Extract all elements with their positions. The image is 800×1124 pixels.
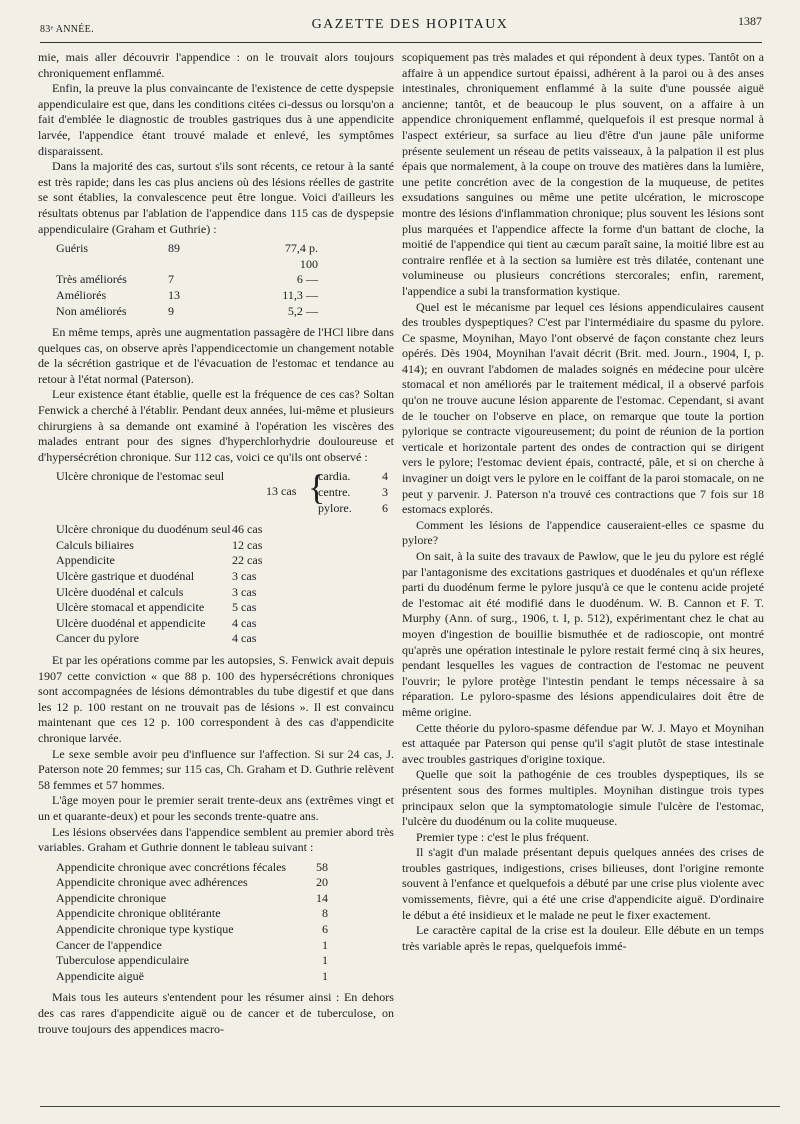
lesion-label: Appendicite aiguë: [56, 968, 144, 983]
results-percent: 11,3 —: [282, 287, 318, 302]
paragraph: Et par les opérations comme par les autopsies, S. Fenwick avait depuis 1907 cette conviction « que 88 p. 100 des hypersécrétions chroniques sont accompagnées de lésions démontrables du tube digestif et que dans les 12 p. 100 restant on ne trouvait pas de lésions ». Il est convaincu maintenant que ces 12 p. 100 correspondent à des cas d'appendicite chronique larvée.: [38, 652, 394, 745]
lesion-label: Cancer de l'appendice: [56, 937, 162, 952]
lesion-count: 6: [321, 922, 328, 937]
case-count: 3 cas: [232, 584, 257, 599]
lesion-count: 8: [321, 906, 328, 921]
results-label: Guéris: [56, 241, 89, 256]
cases-list: [56, 522, 394, 647]
case-row: [56, 600, 394, 616]
case-label: Ulcère duodénal et calculs: [56, 584, 184, 599]
lesion-count: 1: [321, 937, 328, 952]
ulcer-part-count: 4: [382, 469, 389, 484]
paragraph: scopiquement pas très malades et qui répondent à deux types. Tantôt on a affaire à un appendice surtout épaissi, adhérent à la paroi ou à des anses intestinales, chroniquement enflammé à la suite d'une poussée aiguë ancienne; tantôt, et de beaucoup le plus souvent, on a affaire à un appendice chroniquement enflammé, quelquefois il est presque normal à l'aspect extérieur, sa surface au lieu d'être d'un jaune pâle uniforme présente seulement un réseau de petits vaisseaux, à la palpation il est plus épais que normalement, à la coupe on trouve des matières dans la lumière, une petite concrétion avec de la congestion de la muqueuse, de petites exsudations sanguines ou même une petite ulcération, le microscope montre des lésions d'inflammation chronique; plus souvent les lésions sont plus marquées et l'appendice affecte la forme d'un battant de cloche, la moitié de l'appendice qui tient au cæcum paraît saine, la moitié libre est au contraire renflée et à la section sa lumière est très dilatée, contenant une volumineuse ou plusieurs concrétions stercorales; enfin, rarement, l'appendice a subi la transformation kystique.: [402, 50, 764, 298]
paragraph: En même temps, après une augmentation passagère de l'HCl libre dans quelques cas, on observe après l'appendicectomie un changement notable de la sécrétion gastrique et de l'évacuation de l'estomac et tendance au retour à l'état normal (Paterson).: [38, 325, 394, 386]
header-rule: [40, 42, 762, 43]
results-percent: 77,4 p. 100: [284, 241, 318, 271]
ulcer-breakdown: [56, 469, 394, 516]
case-row: [56, 585, 394, 601]
ulcer-label: Ulcère chronique de l'estomac seul: [56, 469, 225, 484]
paragraph: Quelle que soit la pathogénie de ces troubles dyspeptiques, ils se présentent sous des formes multiples. Moynihan distingue trois types principaux selon que la symptomatologie simule l'ulcère de l'estomac, l'ulcère du duodénum ou la colite muqueuse.: [402, 767, 764, 829]
case-count: 22 cas: [232, 553, 263, 568]
case-label: Appendicite: [56, 553, 115, 568]
results-count: 9: [168, 303, 175, 318]
lesion-row: [56, 891, 394, 907]
paragraph: Leur existence étant établie, quelle est la fréquence de ces cas? Soltan Fenwick a cherché à l'établir. Pendant deux années, lui-même et plusieurs chirurgiens à sa demande ont examiné à l'opération les viscères des malades entrant pour des signes d'hyperchlorhydrie douloureuse et d'hypersécrétion chronique. Sur 112 cas, voici ce qu'ils ont observé :: [38, 387, 394, 464]
paragraph: Le sexe semble avoir peu d'influence sur l'affection. Si sur 24 cas, J. Paterson note 20 femmes; sur 115 cas, Ch. Graham et D. Guthrie relèvent 58 femmes et 57 hommes.: [38, 746, 394, 792]
case-count: 12 cas: [232, 537, 263, 552]
ulcer-part-row: [318, 501, 388, 517]
ulcer-parts: [318, 469, 388, 516]
lesion-row: [56, 953, 394, 969]
paragraph: Comment les lésions de l'appendice causeraient-elles ce spasme du pylore?: [402, 517, 764, 548]
lesion-row: [56, 860, 394, 876]
case-row: [56, 616, 394, 632]
paragraph: L'âge moyen pour le premier serait trente-deux ans (extrêmes vingt et un et quarante-deux) et pour les seconds trente-quatre ans.: [38, 793, 394, 823]
paragraph: Cette théorie du pyloro-spasme défendue par W. J. Mayo et Moynihan est attaquée par Paterson qui pense qu'il s'agit plutôt de stase intestinale avec troubles gastriques d'origine toxique.: [402, 720, 764, 766]
case-label: Ulcère gastrique et duodénal: [56, 569, 195, 583]
results-label: Améliorés: [56, 287, 107, 302]
results-percent: 5,2 —: [287, 303, 318, 318]
results-count: 13: [168, 287, 181, 302]
page-header: [40, 14, 780, 40]
paragraph: Le caractère capital de la crise est la douleur. Elle débute en un temps très variable après le repas, quelquefois immé-: [402, 923, 764, 953]
paragraph: Quel est le mécanisme par lequel ces lésions appendiculaires causent des troubles dyspeptiques? C'est par l'intermédiaire du spasme du pylore. Ce spasme, Moynihan, Mayo l'ont observé de façon constante chez leurs opérés. Dès 1904, Moynihan l'avait décrit (Brit. med. Journ., 1904, I, p. 414); en ouvrant l'abdomen de malades soignés en médecine pour ulcère stomacal et non améliorés par le traitement médical, il a observé parfois qu'on ne trouve aucune lésion apparente de l'estomac. Cependant, si avant de le toucher on l'observe en place, on remarque que toute la portion pylorique se contracte vigoureusement; du point de réunion de la portion verticale et horizontale partent des ondes de contraction qui se dirigent vers le pylore; l'estomac devient épais, contracté, pâle, et si on cherche à invaginer un doigt vers le pylore en le coiffant de la paroi stomacale, on ne peut y parvenir. J. Paterson n'a trouvé ces contractions que 7 fois sur 18 estomacs explorés.: [402, 299, 764, 517]
results-label: Très améliorés: [56, 272, 127, 287]
bottom-rule: [40, 1106, 780, 1107]
results-count: 7: [168, 272, 175, 287]
paragraph: Mais tous les auteurs s'entendent pour les résumer ainsi : En dehors des cas rares d'appendicite aiguë ou de cancer et de tuberculose, on trouve toujours des appendices macro-: [38, 990, 394, 1036]
ulcer-count: 13 cas: [266, 484, 297, 499]
lesion-row: [56, 906, 394, 922]
case-count: 4 cas: [232, 631, 257, 646]
volume-label: 83ᵉ ANNÉE.: [40, 24, 94, 35]
case-label: Calculs biliaires: [56, 537, 134, 552]
results-row: [56, 288, 394, 304]
case-count: 5 cas: [232, 600, 257, 615]
case-row: [56, 553, 394, 569]
brace-glyph: {: [308, 467, 326, 508]
ulcer-part-label: pylore.: [318, 500, 352, 515]
ulcer-part-row: [318, 485, 388, 501]
paragraph: Dans la majorité des cas, surtout s'ils sont récents, ce retour à la santé est très rapide; dans les cas plus anciens où des lésions réelles de gastrite se sont établies, la convalescence peut être longue. Voici d'ailleurs les résultats obtenus par l'ablation de l'appendice dans 115 cas de dyspepsie appendiculaire (Graham et Guthrie) :: [38, 159, 394, 236]
paragraph: Premier type : c'est le plus fréquent.: [416, 829, 590, 844]
case-count: 46 cas: [232, 522, 263, 537]
case-row: [56, 538, 394, 554]
lesion-row: [56, 875, 394, 891]
lesion-label: Appendicite chronique avec concrétions fécales: [56, 859, 287, 874]
results-table: [56, 241, 394, 319]
case-label: Ulcère duodénal et appendicite: [56, 615, 206, 630]
lesion-label: Tuberculose appendiculaire: [56, 953, 190, 968]
paragraph: mie, mais aller découvrir l'appendice : on le trouvait alors toujours chroniquement enflammé.: [38, 50, 394, 80]
ulcer-part-row: [318, 469, 388, 485]
page-number: 1387: [738, 14, 762, 28]
case-label: Cancer du pylore: [56, 631, 139, 646]
lesion-row: [56, 922, 394, 938]
lesion-label: Appendicite chronique avec adhérences: [56, 875, 248, 890]
case-count: 4 cas: [232, 615, 257, 630]
ulcer-part-count: 3: [382, 485, 389, 500]
paragraph: Enfin, la preuve la plus convaincante de l'existence de cette dyspepsie appendiculaire est que, dans les conditions citées ci-dessus ou lorsqu'on a fait d'emblée le diagnostic de troubles gastriques dus à une appendicite larvée, l'appendice étant trouvé malade et enlevé, les symptômes disparaissent.: [38, 81, 394, 158]
lesion-row: [56, 969, 394, 985]
case-count: 3 cas: [232, 569, 257, 583]
paragraph: Il s'agit d'un malade présentant depuis quelques années des crises de troubles gastriques, indigestions, crises bilieuses, dont l'origine remonte souvent à l'enfance et quelquefois a débuté par une crise plus violente avec vomissements, fièvre, qui a été une crise d'appendicite aiguë. D'ordinaire le début a été insidieux et le malade ne peut le fixer exactement.: [402, 845, 764, 922]
right-column: [402, 50, 764, 954]
lesion-label: Appendicite chronique: [56, 890, 167, 905]
lesion-count: 1: [321, 953, 328, 968]
lesion-label: Appendicite chronique type kystique: [56, 922, 234, 937]
lesion-label: Appendicite chronique oblitérante: [56, 906, 221, 921]
lesion-count: 58: [315, 859, 328, 874]
lesion-count: 1: [321, 968, 328, 983]
case-row: [56, 522, 394, 538]
lesion-row: [56, 938, 394, 954]
results-percent: 6 —: [296, 272, 318, 287]
results-row: [56, 272, 394, 288]
lesion-count: 20: [315, 875, 328, 890]
results-row: [56, 241, 394, 272]
ulcer-part-label: cardia.: [318, 469, 351, 484]
ulcer-part-label: centre.: [318, 485, 351, 500]
left-column: [38, 50, 394, 1037]
paragraph: On sait, à la suite des travaux de Pawlow, que le jeu du pylore est réglé par l'antagonisme des excitations gastriques et duodénales et qu'un réflexe parti du duodénum ferme le pylore jusqu'à ce que le contenu acide projeté de l'estomac ait été modifié dans le duodénum. W. B. Cannon et F. T. Murphy (Ann. of surg., 1906, t. I, p. 512), expérimentant chez le chat au moyen d'ingestion de bouillie bismuthée et de radioscopie, ont montré qu'après une opération intestinale le pylore restait fermé cinq à six heures, pendant lesquelles les vagues de contraction de l'estomac ne peuvent l'ouvrir; le pylore protège l'intestin pendant le temps nécessaire à sa réparation. Le pyloro-spasme des lésions appendiculaires doit être de même origine.: [402, 549, 764, 719]
case-row: [56, 631, 394, 647]
results-count: 89: [168, 241, 181, 256]
paragraph: Les lésions observées dans l'appendice semblent au premier abord très variables. Graham et Guthrie donnent le tableau suivant :: [38, 824, 394, 855]
lesion-count: 14: [315, 890, 328, 905]
ulcer-part-count: 6: [382, 500, 389, 515]
results-row: [56, 304, 394, 320]
lesions-table: [56, 860, 394, 985]
results-label: Non améliorés: [56, 303, 127, 318]
case-label: Ulcère stomacal et appendicite: [56, 600, 205, 615]
journal-title: GAZETTE DES HOPITAUX: [311, 17, 509, 32]
case-label: Ulcère chronique du duodénum seul: [56, 522, 231, 537]
case-row: [56, 569, 394, 585]
